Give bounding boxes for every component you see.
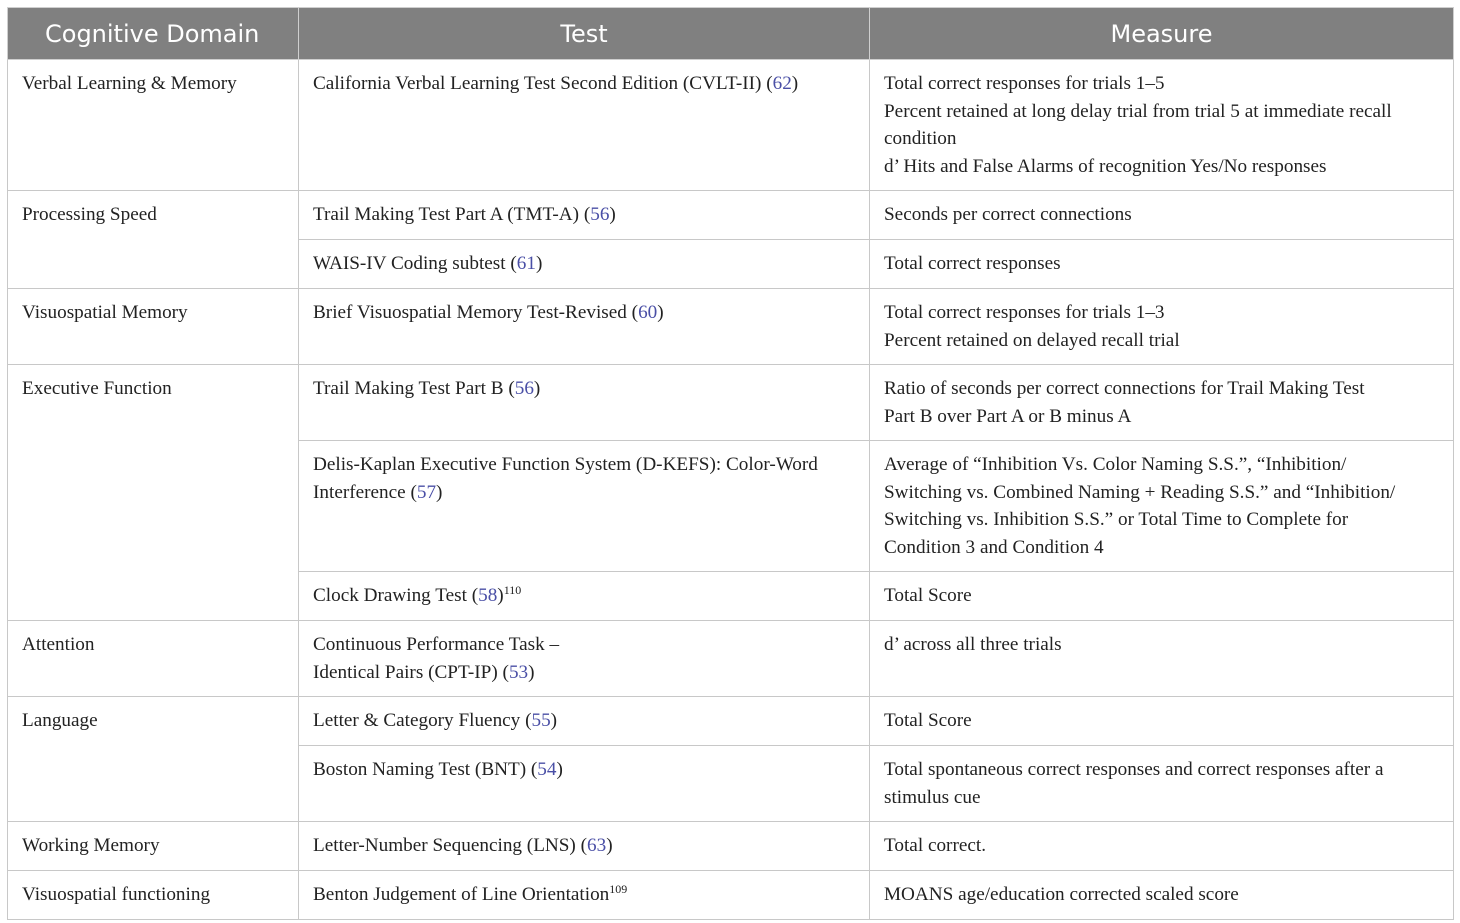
measure-cell	[870, 871, 1454, 920]
measure-line: Seconds per correct connections	[884, 204, 1132, 225]
test-name: Letter & Category Fluency (	[313, 710, 532, 731]
test-name: Clock Drawing Test (	[313, 585, 479, 606]
measure-cell	[870, 60, 1454, 191]
table-row	[8, 60, 1454, 191]
test-cell	[299, 289, 870, 365]
domain-cell: Processing Speed	[8, 191, 299, 289]
test-name: Letter-Number Sequencing (LNS) (	[313, 835, 588, 856]
header-test: Test	[299, 8, 870, 60]
test-name-line: Continuous Performance Task –	[313, 634, 560, 655]
measure-line: Total correct responses for trials 1–5	[884, 73, 1165, 94]
test-cell	[299, 746, 870, 822]
measure-cell	[870, 621, 1454, 697]
test-name: Interference (	[313, 481, 417, 503]
measure-cell	[870, 746, 1454, 822]
paren-close: )	[535, 253, 543, 274]
reference-link[interactable]: 55	[531, 710, 551, 731]
reference-link[interactable]: 60	[638, 302, 658, 323]
reference-link[interactable]: 56	[590, 204, 610, 225]
measure-line: Total Score	[884, 585, 972, 606]
domain-cell: Visuospatial functioning	[8, 871, 299, 920]
domain-cell: Verbal Learning & Memory	[8, 60, 299, 191]
reference-link[interactable]: 62	[772, 73, 792, 94]
measure-line: d’ Hits and False Alarms of recognition Yes/No responses	[884, 155, 1327, 177]
reference-link[interactable]: 53	[508, 661, 529, 683]
test-name: Benton Judgement of Line Orientation	[313, 884, 610, 905]
measure-line: Total correct responses	[884, 253, 1061, 274]
reference-link[interactable]: 63	[587, 835, 607, 856]
table-row	[8, 697, 1454, 746]
measure-cell	[870, 240, 1454, 289]
measure-line: Total spontaneous correct responses and correct responses after a	[884, 759, 1384, 780]
cognitive-tests-table	[7, 7, 1454, 920]
measure-cell	[870, 822, 1454, 871]
test-cell	[299, 871, 870, 920]
reference-link[interactable]: 56	[514, 378, 534, 399]
measure-line: Switching vs. Inhibition S.S.” or Total Time to Complete for	[884, 509, 1349, 530]
test-name: Identical Pairs (CPT-IP) (	[313, 661, 509, 683]
header-row	[8, 8, 1454, 60]
measure-line: Part B over Part A or B minus A	[884, 405, 1132, 427]
measure-line: Percent retained at long delay trial from trial 5 at immediate recall	[884, 100, 1392, 122]
paren-close: )	[657, 302, 664, 323]
measure-line: Total Score	[884, 710, 972, 731]
test-cell	[299, 697, 870, 746]
test-name: WAIS-IV Coding subtest (	[313, 253, 517, 274]
paren-close: )	[550, 710, 558, 731]
test-name: Boston Naming Test (BNT) (	[313, 759, 538, 780]
measure-line: Ratio of seconds per correct connections for Trail Making Test	[884, 378, 1365, 399]
domain-cell: Working Memory	[8, 822, 299, 871]
superscript-ref: 109	[609, 882, 628, 896]
reference-link[interactable]: 57	[416, 481, 437, 503]
paren-close: )	[436, 481, 443, 503]
test-cell	[299, 822, 870, 871]
header-cognitive-domain: Cognitive Domain	[8, 8, 299, 60]
measure-cell	[870, 572, 1454, 621]
test-cell	[299, 572, 870, 621]
table-row	[8, 822, 1454, 871]
reference-link[interactable]: 58	[478, 585, 498, 606]
measure-cell	[870, 365, 1454, 441]
reference-link[interactable]: 61	[516, 253, 536, 274]
table-row	[8, 289, 1454, 365]
test-cell	[299, 441, 870, 572]
table-container	[7, 7, 1453, 920]
measure-cell	[870, 191, 1454, 240]
paren-close: )	[791, 73, 799, 94]
superscript-ref: 110	[503, 583, 522, 597]
test-name-line: Delis-Kaplan Executive Function System (D-KEFS): Color-Word	[313, 454, 818, 475]
measure-cell	[870, 697, 1454, 746]
domain-cell: Attention	[8, 621, 299, 697]
header-measure: Measure	[870, 8, 1454, 60]
paren-close: )	[606, 835, 613, 856]
measure-line: Average of “Inhibition Vs. Color Naming S.S.”, “Inhibition/	[884, 454, 1347, 475]
reference-link[interactable]: 54	[537, 759, 557, 780]
table-row	[8, 621, 1454, 697]
table-row	[8, 365, 1454, 441]
measure-line: Total correct responses for trials 1–3	[884, 302, 1165, 323]
paren-close: )	[556, 759, 563, 780]
test-name: Brief Visuospatial Memory Test-Revised (	[313, 302, 639, 323]
measure-line: stimulus cue	[884, 786, 981, 808]
measure-cell	[870, 289, 1454, 365]
test-cell	[299, 240, 870, 289]
test-name: California Verbal Learning Test Second Edition (CVLT-II) (	[313, 73, 773, 94]
paren-close: )	[528, 661, 535, 683]
measure-line: d’ across all three trials	[884, 634, 1062, 655]
measure-line: Percent retained on delayed recall trial	[884, 329, 1180, 351]
measure-line: condition	[884, 128, 957, 149]
domain-cell: Visuospatial Memory	[8, 289, 299, 365]
test-name: Trail Making Test Part B (	[313, 378, 515, 399]
measure-cell	[870, 441, 1454, 572]
paren-close: )	[533, 378, 541, 399]
test-cell	[299, 191, 870, 240]
paren-close: )	[609, 204, 616, 225]
measure-line: Condition 3 and Condition 4	[884, 536, 1104, 558]
test-name: Trail Making Test Part A (TMT-A) (	[313, 204, 591, 225]
table-row	[8, 871, 1454, 920]
test-cell	[299, 365, 870, 441]
test-cell	[299, 60, 870, 191]
measure-line: MOANS age/education corrected scaled score	[884, 884, 1239, 905]
paren-close: )	[497, 585, 504, 606]
test-cell	[299, 621, 870, 697]
measure-line: Total correct.	[884, 835, 986, 856]
measure-line: Switching vs. Combined Naming + Reading S.S.” and “Inhibition/	[884, 481, 1396, 503]
domain-cell: Language	[8, 697, 299, 822]
domain-cell: Executive Function	[8, 365, 299, 621]
table-row	[8, 191, 1454, 240]
